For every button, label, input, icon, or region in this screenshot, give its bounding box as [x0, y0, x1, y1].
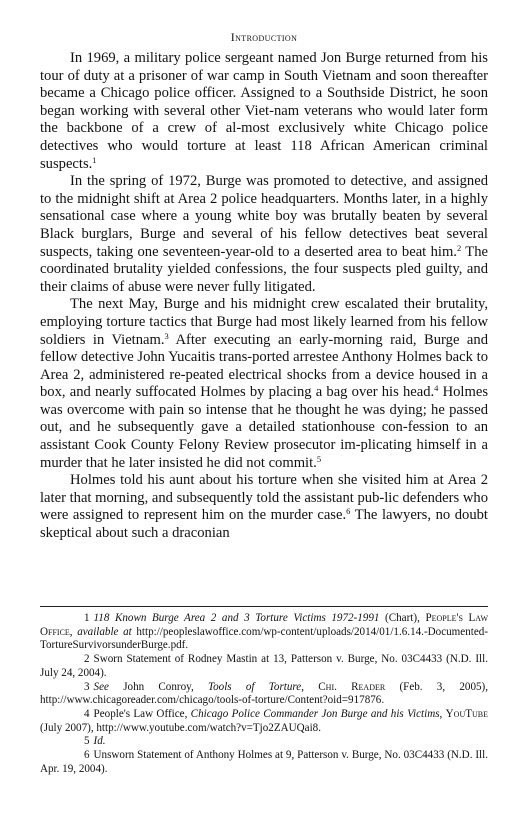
paragraph-text: In the spring of 1972, Burge was promoted to detective, and assigned to the midnight shift at Area 2 police headquarters. Months later, in a highly sensational case where a young white boy was brutally beaten by several Black burglars, Burge and several of his fellow detectives beat several suspects, taking one seventeen-year-old to a deserted area to beat him.: [40, 173, 488, 260]
paragraph-3: [40, 296, 488, 472]
footnote-text: ,: [301, 680, 319, 693]
footnote-ref[interactable]: 3: [164, 330, 169, 341]
paragraph-text: Holmes told his aunt about his torture when she visited him at Area 2 later that morning, and subsequently told the assistant pub-lic defenders who were assigned to represent him on the murder case.: [40, 472, 488, 524]
footnote-text: Sworn Statement of Rodney Mastin at 13, Patterson v. Burge, No. 03C4433 (N.D. Ill. July 24, 2004).: [40, 653, 488, 679]
footnotes: [40, 612, 488, 776]
footnote-signal: available at: [77, 625, 132, 638]
footnote-source: Chi. Reader: [318, 680, 386, 693]
footnote-divider: [40, 606, 488, 607]
footnote-number: 5: [84, 735, 90, 748]
footnote-1: [40, 612, 488, 653]
footnote-text[interactable]: (Feb. 3, 2005), http://www.chicagoreader.com/chicago/tools-of-torture/Content?oid=917876.: [40, 680, 489, 707]
footnote-6: [40, 749, 488, 776]
paragraph-text: Holmes was overcome with pain so intense that he thought he was dying; he passed out, and he subsequently gave a detailed stationhouse con-fession to an assistant Cook County Felony Review prosecutor im-plicating himself in a murder that he later insisted he did not commit.: [40, 384, 488, 471]
paragraph-text: In 1969, a military police sergeant named Jon Burge returned from his tour of duty at a prisoner of war camp in South Vietnam and soon thereafter became a Chicago police officer. Assigned to a Southside District, he soon began working with several other Viet-nam veterans who would later form the backbone of a crew of al-most exclusively white Chicago police detectives who would torture at least 118 African American criminal suspects.: [40, 50, 488, 172]
paragraph-1: [40, 50, 488, 173]
paragraph-2: [40, 173, 488, 296]
footnote-ref[interactable]: 5: [316, 453, 322, 464]
footnote-number: 3: [84, 680, 90, 693]
footnote-ref[interactable]: 1: [92, 154, 97, 165]
footnote-source: People's Law Office: [40, 612, 488, 638]
footnote-author: People's Law Office,: [93, 707, 191, 720]
footnote-title: 118 Known Burge Area 2 and 3 Torture Victims 1972-1991: [93, 612, 380, 624]
footnote-ref[interactable]: 2: [456, 242, 462, 253]
footnote-text: (Chart),: [379, 612, 426, 624]
paragraph-text: The coordinated brutality yielded confessions, the four suspects pled guilty, and their claims of abuse were never fully litigated.: [40, 243, 488, 295]
footnote-3: [40, 681, 488, 708]
footnote-ref[interactable]: 6: [346, 506, 351, 517]
paragraph-text: The lawyers, no doubt skeptical about such a draconian: [40, 507, 488, 542]
footnote-number: 6: [84, 749, 90, 762]
footnote-text[interactable]: http://peopleslawoffice.com/wp-content/uploads/2014/01/1.6.14.-Documented-TortureSurvivorsunderBurge.pdf.: [40, 625, 489, 652]
footnote-source: YouTube: [445, 707, 488, 720]
paragraph-4: [40, 472, 488, 542]
footnote-2: [40, 653, 488, 680]
paragraph-text: The next May, Burge and his midnight crew escalated their brutality, employing torture tactics that Burge had most likely learned from his fellow soldiers in Vietnam.: [40, 296, 488, 348]
footnote-ref[interactable]: 4: [434, 383, 439, 394]
footnote-text: Unsworn Statement of Anthony Holmes at 9, Patterson v. Burge, No. 03C4433 (N.D. Ill. Apr. 19, 2004).: [40, 749, 488, 775]
footnote-text[interactable]: (July 2007), http://www.youtube.com/watch?v=Tjo2ZAUQai8.: [40, 721, 321, 734]
paragraph-text: After executing an early-morning raid, Burge and fellow detective John Yucaitis trans-ported arrestee Anthony Holmes back to Area 2, administered re-peated electrical shocks from a device housed in a box, and nearly suffocated Holmes by placing a bag over his head.: [40, 331, 488, 401]
footnote-text: ,: [69, 625, 78, 638]
footnote-number: 2: [84, 653, 90, 666]
footnote-title: Tools of Torture: [207, 680, 302, 693]
footnote-5: [40, 735, 488, 749]
running-head: Introduction: [230, 30, 298, 44]
footnote-title: Id.: [93, 735, 106, 748]
footnote-number: 4: [84, 707, 90, 720]
footnote-4: [40, 708, 488, 735]
footnote-title: Chicago Police Commander Jon Burge and his Victims: [190, 707, 440, 720]
body-text: [40, 50, 488, 543]
footnote-number: 1: [84, 612, 90, 624]
footnote-signal: See: [93, 680, 109, 693]
footnote-text: ,: [439, 707, 446, 720]
footnote-author: John Conroy,: [108, 680, 208, 693]
